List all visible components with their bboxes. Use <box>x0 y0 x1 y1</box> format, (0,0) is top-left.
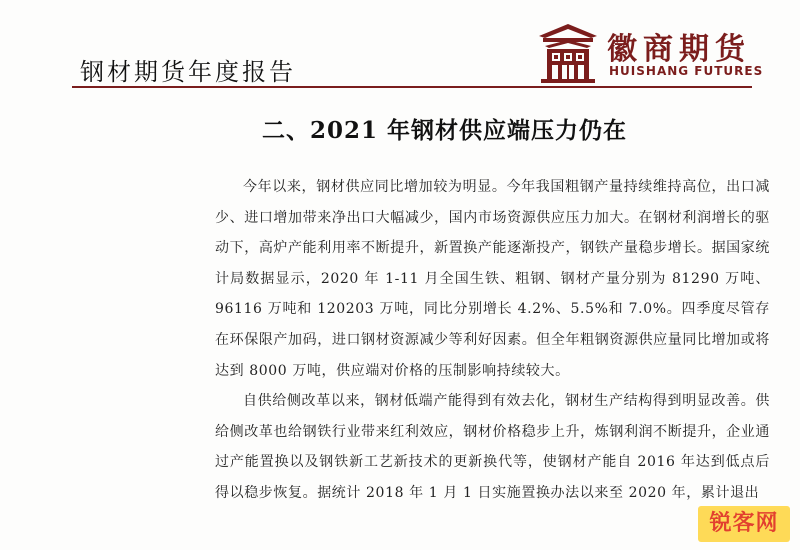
paragraph: 今年以来，钢材供应同比增加较为明显。今年我国粗钢产量持续维持高位，出口减少、进口增加带来净出口大幅减少，国内市场资源供应压力加大。在钢材利润增长的驱动下，高炉产能利用率不断提升，新置换产能逐渐投产，钢铁产量稳步增长。据国家统计局数据显示，2020 年 1-11 月全国生铁、粗钢、钢材产量分别为 81290 万吨、96116 万吨和 120203 万吨，同比分别增长 4.2%、5.5%和 7.0%。四季度尽管存在环保限产加码，进口钢材资源减少等利好因素。但全年粗钢资源供应量同比增加或将达到 8000 万吨，供应端对价格的压制影响持续较大。 <box>215 179 770 379</box>
brand-name-cn: 徽商期货 <box>607 32 751 67</box>
paragraph: 自供给侧改革以来，钢材低端产能得到有效去化，钢材生产结构得到明显改善。供给侧改革也给钢铁行业带来红利效应，钢材价格稳步上升，炼钢利润不断提升，企业通过产能置换以及钢铁新工艺新技术的更新换代等，使钢材产能自 2016 年达到低点后得以稳步恢复。据统计 2018 年 1 月 1 日实施置换办法以来至 2020 年，累计退出 <box>215 393 770 501</box>
huishang-seal-icon <box>535 22 601 84</box>
section-heading: 二、2021 年钢材供应端压力仍在 <box>262 117 628 144</box>
document-header <box>0 0 800 100</box>
watermark-badge <box>698 506 790 542</box>
watermark-text: 锐客网 <box>709 511 779 536</box>
company-logo <box>535 20 770 90</box>
body-text <box>215 172 770 509</box>
brand-name-en: HUISHANG FUTURES <box>609 64 764 78</box>
report-title: 钢材期货年度报告 <box>80 58 296 86</box>
